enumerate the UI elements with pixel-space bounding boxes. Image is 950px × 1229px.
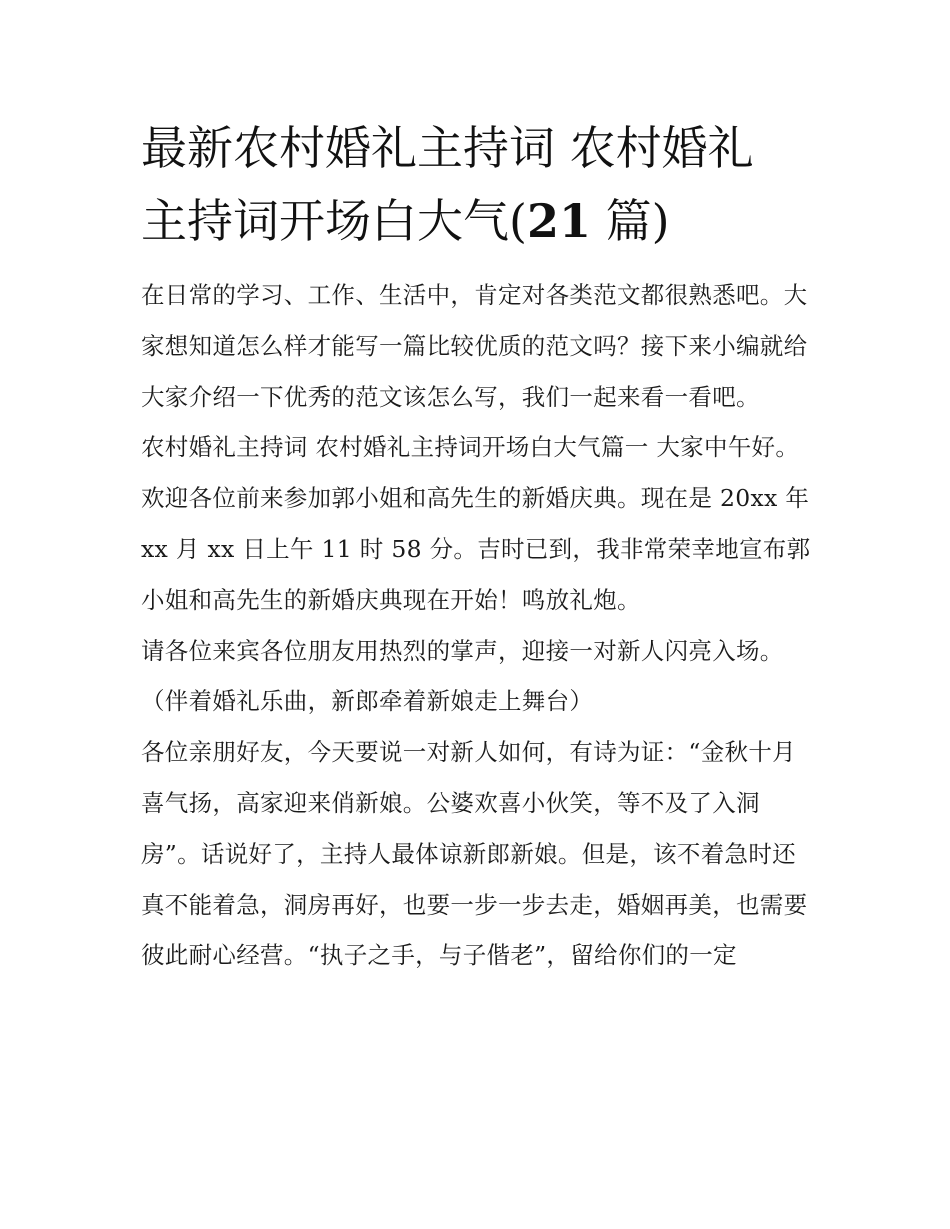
opening-paragraph: 欢迎各位前来参加郭小姐和高先生的新婚庆典。现在是 20xx 年 xx 月 xx 日上午 11 时 58 分。吉时已到，我非常荣幸地宣布郭小姐和高先生的新婚庆典现在开始！鸣放礼炮。 [141, 484, 811, 614]
title-line-2-prefix: 主持词开场白大气( [141, 194, 527, 248]
intro-paragraph: 在日常的学习、工作、生活中，肯定对各类范文都很熟悉吧。大家想知道怎么样才能写一篇比较优质的范文吗？接下来小编就给大家介绍一下优秀的范文该怎么写，我们一起来看一看吧。 [141, 281, 808, 411]
title-line-1: 最新农村婚礼主持词 农村婚礼 [141, 121, 754, 175]
title-line-2-suffix: 篇) [590, 194, 670, 248]
document-title [141, 112, 813, 258]
title-article-count: 21 [526, 194, 591, 248]
document-body [141, 270, 813, 981]
entrance-paragraph: 请各位来宾各位朋友用热烈的掌声，迎接一对新人闪亮入场。（伴着婚礼乐曲，新郎牵着新娘走上舞台） [141, 636, 784, 716]
poem-paragraph: 各位亲朋好友，今天要说一对新人如何，有诗为证：“金秋十月喜气扬，高家迎来俏新娘。公婆欢喜小伙笑，等不及了入洞房”。话说好了，主持人最体谅新郎新娘。但是，该不着急时还真不能着急，洞房再好，也要一步一步去走，婚姻再美，也需要彼此耐心经营。“执子之手，与子偕老”，留给你们的一定 [141, 738, 808, 970]
section-heading-paragraph: 农村婚礼主持词 农村婚礼主持词开场白大气篇一 大家中午好。 [141, 433, 800, 462]
document-content [141, 112, 813, 981]
